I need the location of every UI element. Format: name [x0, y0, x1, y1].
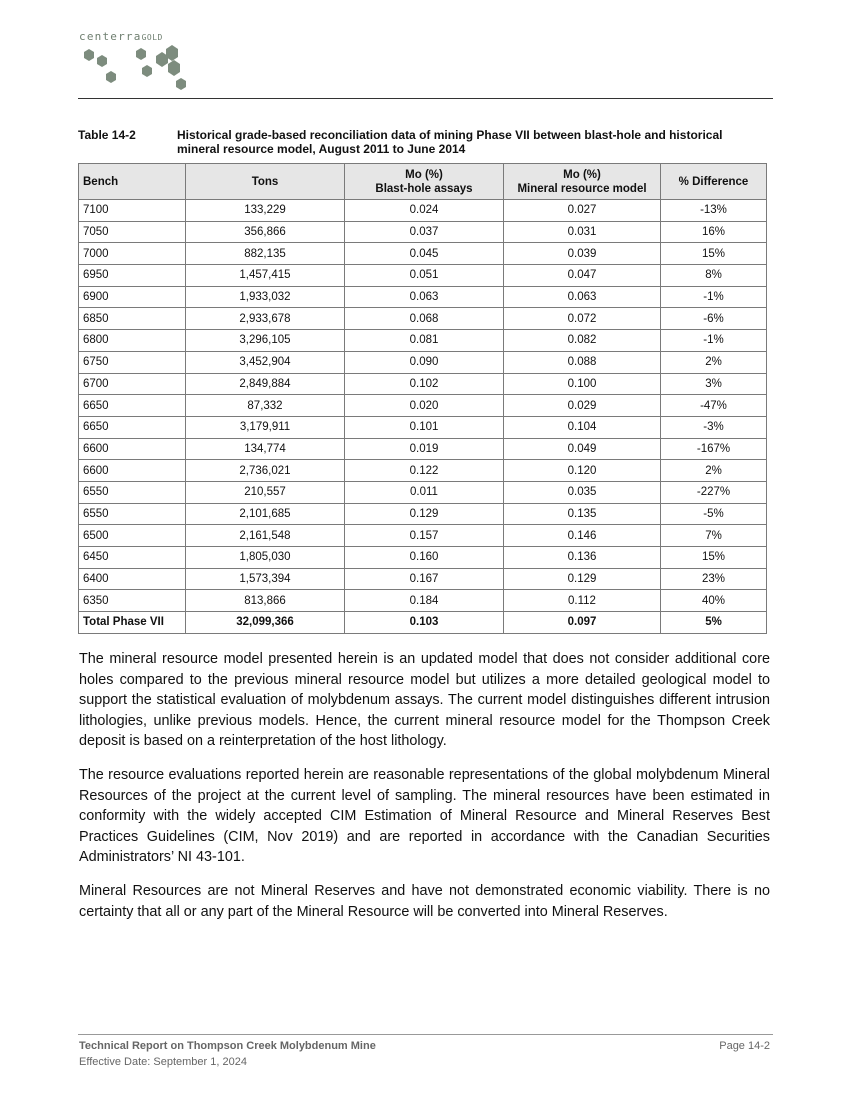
cell-tons: 134,774 [186, 438, 345, 460]
cell-blast-hole: 0.103 [345, 612, 504, 634]
cell-bench: 6550 [79, 503, 186, 525]
cell-tons: 2,736,021 [186, 460, 345, 482]
cell-bench: 6500 [79, 525, 186, 547]
cell-difference: -1% [661, 286, 767, 308]
cell-difference: -6% [661, 308, 767, 330]
cell-tons: 882,135 [186, 243, 345, 265]
cell-blast-hole: 0.011 [345, 481, 504, 503]
cell-tons: 2,849,884 [186, 373, 345, 395]
cell-model: 0.035 [504, 481, 661, 503]
cell-difference: 5% [661, 612, 767, 634]
table-body [79, 200, 767, 634]
cell-model: 0.027 [504, 200, 661, 222]
table-row [79, 330, 767, 352]
cell-bench: 6600 [79, 438, 186, 460]
cell-difference: 15% [661, 547, 767, 569]
cell-tons: 1,805,030 [186, 547, 345, 569]
logo-wordmark: centerraGOLD [79, 30, 163, 43]
cell-bench: 6900 [79, 286, 186, 308]
cell-model: 0.029 [504, 395, 661, 417]
header-model: Mo (%) Mineral resource model [504, 164, 661, 200]
cell-blast-hole: 0.045 [345, 243, 504, 265]
cell-model: 0.031 [504, 221, 661, 243]
cell-bench: 6650 [79, 416, 186, 438]
table-row [79, 503, 767, 525]
cell-difference: -5% [661, 503, 767, 525]
header-divider [78, 98, 773, 99]
cell-model: 0.088 [504, 351, 661, 373]
paragraph-reserves-disclaimer: Mineral Resources are not Mineral Reserves and have not demonstrated economic viability. There is no certainty that all or any part of the Mineral Resource will be converted into Mineral Reserves. [79, 883, 770, 920]
cell-bench: 6400 [79, 568, 186, 590]
footer-effective-date: Effective Date: September 1, 2024 [79, 1056, 247, 1068]
table-total-row [79, 612, 767, 634]
table-row [79, 286, 767, 308]
cell-blast-hole: 0.129 [345, 503, 504, 525]
cell-bench: 6450 [79, 547, 186, 569]
cell-difference: 16% [661, 221, 767, 243]
cell-bench: 6750 [79, 351, 186, 373]
cell-blast-hole: 0.101 [345, 416, 504, 438]
cell-blast-hole: 0.090 [345, 351, 504, 373]
cell-model: 0.039 [504, 243, 661, 265]
table-row [79, 547, 767, 569]
table-row [79, 221, 767, 243]
cell-model: 0.129 [504, 568, 661, 590]
footer-report-title: Technical Report on Thompson Creek Molybdenum Mine [79, 1040, 376, 1052]
cell-blast-hole: 0.160 [345, 547, 504, 569]
cell-bench: 6700 [79, 373, 186, 395]
reconciliation-table [78, 163, 767, 634]
company-logo [79, 30, 199, 94]
cell-model: 0.112 [504, 590, 661, 612]
cell-tons: 133,229 [186, 200, 345, 222]
cell-blast-hole: 0.019 [345, 438, 504, 460]
cell-difference: 2% [661, 460, 767, 482]
cell-blast-hole: 0.068 [345, 308, 504, 330]
table-row [79, 200, 767, 222]
cell-difference: 23% [661, 568, 767, 590]
cell-model: 0.135 [504, 503, 661, 525]
cell-model: 0.072 [504, 308, 661, 330]
table-row [79, 373, 767, 395]
cell-bench: 6850 [79, 308, 186, 330]
cell-bench: 6600 [79, 460, 186, 482]
cell-blast-hole: 0.024 [345, 200, 504, 222]
table-row [79, 416, 767, 438]
cell-tons: 87,332 [186, 395, 345, 417]
cell-difference: -167% [661, 438, 767, 460]
cell-model: 0.104 [504, 416, 661, 438]
cell-blast-hole: 0.102 [345, 373, 504, 395]
cell-blast-hole: 0.157 [345, 525, 504, 547]
cell-difference: -3% [661, 416, 767, 438]
cell-blast-hole: 0.081 [345, 330, 504, 352]
cell-bench: 6950 [79, 265, 186, 287]
paragraph-resource-evaluation: The resource evaluations reported herein are reasonable representations of the global molybdenum Mineral Resources of the project at the current level of sampling. The mineral resources have been estimated in conformity with the widely accepted CIM Estimation of Mineral Resource and Mineral Reserves Best Practices Guidelines (CIM, Nov 2019) and are reported in accordance with the Canadian Securities Administrators’ NI 43-101. [79, 767, 770, 865]
cell-tons: 3,179,911 [186, 416, 345, 438]
cell-tons: 356,866 [186, 221, 345, 243]
cell-model: 0.100 [504, 373, 661, 395]
table-row [79, 590, 767, 612]
cell-difference: 2% [661, 351, 767, 373]
cell-blast-hole: 0.020 [345, 395, 504, 417]
header-bench: Bench [79, 164, 186, 200]
cell-bench: 6650 [79, 395, 186, 417]
table-row [79, 460, 767, 482]
table-row [79, 525, 767, 547]
cell-model: 0.097 [504, 612, 661, 634]
cell-difference: -13% [661, 200, 767, 222]
cell-model: 0.136 [504, 547, 661, 569]
cell-blast-hole: 0.167 [345, 568, 504, 590]
table-row [79, 568, 767, 590]
cell-tons: 1,457,415 [186, 265, 345, 287]
cell-difference: -227% [661, 481, 767, 503]
header-blast-hole: Mo (%) Blast-hole assays [345, 164, 504, 200]
cell-difference: -1% [661, 330, 767, 352]
cell-bench: 7100 [79, 200, 186, 222]
header-difference: % Difference [661, 164, 767, 200]
cell-tons: 1,573,394 [186, 568, 345, 590]
cell-difference: 40% [661, 590, 767, 612]
table-row [79, 308, 767, 330]
table-row [79, 351, 767, 373]
cell-tons: 2,161,548 [186, 525, 345, 547]
cell-model: 0.120 [504, 460, 661, 482]
header-tons: Tons [186, 164, 345, 200]
cell-blast-hole: 0.037 [345, 221, 504, 243]
cell-model: 0.049 [504, 438, 661, 460]
cell-blast-hole: 0.184 [345, 590, 504, 612]
cell-bench: 6350 [79, 590, 186, 612]
cell-tons: 3,452,904 [186, 351, 345, 373]
table-row [79, 481, 767, 503]
cell-blast-hole: 0.063 [345, 286, 504, 308]
cell-blast-hole: 0.051 [345, 265, 504, 287]
cell-model: 0.146 [504, 525, 661, 547]
cell-tons: 210,557 [186, 481, 345, 503]
table-header-row [79, 164, 767, 200]
table-row [79, 395, 767, 417]
footer-divider [78, 1034, 773, 1035]
cell-blast-hole: 0.122 [345, 460, 504, 482]
cell-difference: -47% [661, 395, 767, 417]
cell-bench: 6800 [79, 330, 186, 352]
cell-tons: 2,101,685 [186, 503, 345, 525]
cell-bench: 7000 [79, 243, 186, 265]
table-number: Table 14-2 [78, 128, 136, 142]
cell-model: 0.082 [504, 330, 661, 352]
hexagon-cluster-icon [79, 44, 199, 94]
cell-difference: 15% [661, 243, 767, 265]
cell-bench: 6550 [79, 481, 186, 503]
cell-tons: 3,296,105 [186, 330, 345, 352]
paragraph-model-update: The mineral resource model presented herein is an updated model that does not consider additional core holes compared to the previous mineral resource model but utilizes a more detailed geological model to support the statistical evaluation of molybdenum assays. The current model distinguishes different intrusion lithologies, unlike previous models. Hence, the current mineral resource model for the Thompson Creek deposit is based on a reinterpretation of the host lithology. [79, 651, 770, 749]
cell-tons: 813,866 [186, 590, 345, 612]
table-row [79, 265, 767, 287]
cell-difference: 3% [661, 373, 767, 395]
cell-tons: 32,099,366 [186, 612, 345, 634]
table-row [79, 438, 767, 460]
cell-bench: 7050 [79, 221, 186, 243]
cell-bench: Total Phase VII [79, 612, 186, 634]
cell-difference: 7% [661, 525, 767, 547]
cell-tons: 1,933,032 [186, 286, 345, 308]
cell-tons: 2,933,678 [186, 308, 345, 330]
footer-page-number: Page 14-2 [719, 1040, 770, 1052]
cell-difference: 8% [661, 265, 767, 287]
table-title: Historical grade-based reconciliation data of mining Phase VII between blast-hole and historical mineral resource model, August 2011 to June 2014 [177, 128, 723, 156]
cell-model: 0.063 [504, 286, 661, 308]
cell-model: 0.047 [504, 265, 661, 287]
table-row [79, 243, 767, 265]
